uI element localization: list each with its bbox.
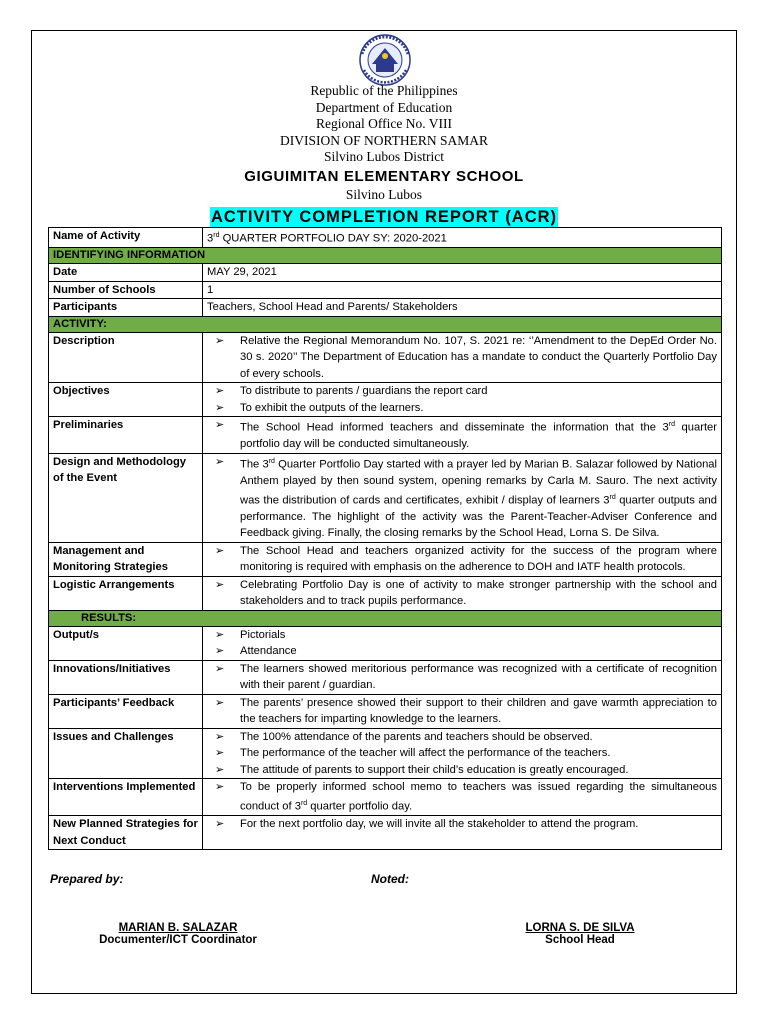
section-identifying: IDENTIFYING INFORMATION <box>49 248 722 264</box>
list-item: ➢ The parents’ presence showed their support to their children and gave warmth appreciation to the teachers for imparting knowledge to the learners. <box>215 696 717 726</box>
participants-label: Participants <box>49 299 203 317</box>
section-activity: ACTIVITY: <box>49 316 722 332</box>
preparer-signature-block <box>68 922 288 946</box>
arrowhead-bullet-icon: ➢ <box>215 334 225 347</box>
date-value: MAY 29, 2021 <box>203 264 722 282</box>
planned-label: New Planned Strategies for Next Conduct <box>49 816 203 850</box>
name-label: Name of Activity <box>49 228 203 248</box>
list-item: ➢ Attendance <box>207 643 717 660</box>
design-cell <box>203 453 722 542</box>
report-table <box>48 227 722 850</box>
header-line-division: DIVISION OF NORTHERN SAMAR <box>279 132 489 148</box>
logistic-cell <box>203 576 722 610</box>
table-row <box>49 332 722 383</box>
header-line-region: Regional Office No. VIII <box>316 116 452 131</box>
interventions-label: Interventions Implemented <box>49 779 203 816</box>
section-row <box>49 248 722 264</box>
header-line-country: Republic of the Philippines <box>310 83 458 98</box>
objectives-list <box>207 383 717 416</box>
output-cell <box>203 626 722 660</box>
noter-signature-block <box>480 922 680 946</box>
table-row <box>49 626 722 660</box>
arrowhead-bullet-icon: ➢ <box>215 419 225 432</box>
table-row <box>49 694 722 728</box>
noter-role: School Head <box>545 934 615 946</box>
report-title-wrap <box>0 207 768 227</box>
date-label: Date <box>49 264 203 282</box>
participants-value: Teachers, School Head and Parents/ Stakeholders <box>203 299 722 317</box>
management-label: Management and Monitoring Strategies <box>49 542 203 576</box>
schools-label: Number of Schools <box>49 281 203 299</box>
preliminaries-label: Preliminaries <box>49 417 203 454</box>
output-label: Output/s <box>49 626 203 660</box>
description-cell <box>203 332 722 383</box>
table-row <box>49 264 722 282</box>
management-list <box>207 543 717 576</box>
arrowhead-bullet-icon: ➢ <box>215 818 225 831</box>
header-line-department: Department of Education <box>315 99 453 115</box>
school-name: GIGUIMITAN ELEMENTARY SCHOOL <box>244 167 524 185</box>
table-row <box>49 453 722 542</box>
report-title: ACTIVITY COMPLETION REPORT (ACR) <box>210 208 558 226</box>
issues-cell <box>203 728 722 779</box>
management-cell <box>203 542 722 576</box>
arrowhead-bullet-icon: ➢ <box>215 662 225 675</box>
table-row <box>49 728 722 779</box>
objectives-label: Objectives <box>49 383 203 417</box>
list-item: ➢ The 100% attendance of the parents and teachers should be observed. <box>207 729 717 746</box>
feedback-label: Participants’ Feedback <box>49 694 203 728</box>
list-item: ➢ The School Head and teachers organized activity for the success of the program where monitoring is required with emphasis on the adherence to DOH and IATF health protocols. <box>215 544 717 574</box>
innovations-label: Innovations/Initiatives <box>49 660 203 694</box>
table-row <box>49 576 722 610</box>
output-list <box>207 627 717 660</box>
objectives-cell <box>203 383 722 417</box>
list-item: ➢ To distribute to parents / guardians the report card <box>207 383 717 400</box>
arrowhead-bullet-icon: ➢ <box>215 696 225 709</box>
planned-list <box>207 816 717 833</box>
innovations-list <box>207 661 717 694</box>
table-row <box>49 816 722 850</box>
table-row <box>49 228 722 248</box>
arrowhead-bullet-icon: ➢ <box>215 763 225 776</box>
name-value: 3rd QUARTER PORTFOLIO DAY SY: 2020-2021 <box>203 228 722 248</box>
table-row <box>49 383 722 417</box>
list-item: ➢ To be properly informed school memo to teachers was issued regarding the simultaneous conduct of 3rd quarter portfolio day. <box>215 781 717 813</box>
feedback-cell <box>203 694 722 728</box>
school-location: Silvino Lubos <box>345 186 423 202</box>
interventions-cell <box>203 779 722 816</box>
table-row <box>49 660 722 694</box>
issues-label: Issues and Challenges <box>49 728 203 779</box>
list-item: ➢ The attitude of parents to support their child’s education is greatly encouraged. <box>207 762 717 779</box>
arrowhead-bullet-icon: ➢ <box>215 781 225 794</box>
list-item: ➢ Relative the Regional Memorandum No. 107, S. 2021 re: ‘’Amendment to the DepEd Order No. 30 s. 2020’’ The Department of Education has a mandate to conduct the Quarterly Portfolio Day of every schools. <box>215 334 717 380</box>
arrowhead-bullet-icon: ➢ <box>215 385 225 398</box>
description-list <box>207 333 717 383</box>
section-results: RESULTS: <box>49 610 722 626</box>
table-row <box>49 281 722 299</box>
letterhead <box>0 83 768 203</box>
schools-value: 1 <box>203 281 722 299</box>
table-row <box>49 417 722 454</box>
arrowhead-bullet-icon: ➢ <box>215 401 225 414</box>
section-row <box>49 316 722 332</box>
logistic-label: Logistic Arrangements <box>49 576 203 610</box>
header-line-district: Silvino Lubos District <box>323 149 444 164</box>
feedback-list <box>207 695 717 728</box>
list-item: ➢ Pictorials <box>207 627 717 644</box>
list-item: ➢ The learners showed meritorious performance was recognized with a certificate of recognition with their parent / guardian. <box>215 662 717 692</box>
list-item: ➢ The School Head informed teachers and disseminate the information that the 3rd quarter portfolio day will be conducted simultaneously. <box>215 419 717 451</box>
list-item: ➢ The 3rd Quarter Portfolio Day started with a prayer led by Marian B. Salazar followed by National Anthem played by then sound system, opening remarks by Carla M. Sauro. The next activity was the distribution of cards and certificates, exhibit / display of learners 3rd quarter outputs and performance. The highlight of the activity was the Parent-Teacher-Adviser Conference and Feedback giving. Finally, the closing remarks by the School Head, Lorna S. De Silva. <box>215 455 718 540</box>
list-item: ➢ To exhibit the outputs of the learners. <box>207 400 717 417</box>
noter-name: LORNA S. DE SILVA <box>525 922 635 934</box>
design-label: Design and Methodology of the Event <box>49 453 203 542</box>
arrowhead-bullet-icon: ➢ <box>215 730 225 743</box>
prepared-by-label: Prepared by: <box>50 872 124 886</box>
innovations-cell <box>203 660 722 694</box>
description-label: Description <box>49 332 203 383</box>
table-row <box>49 779 722 816</box>
list-item: ➢ Celebrating Portfolio Day is one of activity to make stronger partnership with the school and stakeholders and to track pupils performance. <box>215 578 717 608</box>
preparer-role: Documenter/ICT Coordinator <box>99 934 257 946</box>
preparer-name: MARIAN B. SALAZAR <box>118 922 238 934</box>
list-item: ➢ For the next portfolio day, we will invite all the stakeholder to attend the program. <box>207 816 717 833</box>
arrowhead-bullet-icon: ➢ <box>215 645 225 658</box>
planned-cell <box>203 816 722 850</box>
table-row <box>49 299 722 317</box>
section-row <box>49 610 722 626</box>
preliminaries-cell <box>203 417 722 454</box>
arrowhead-bullet-icon: ➢ <box>215 578 225 591</box>
noted-label: Noted: <box>371 872 409 886</box>
issues-list <box>207 729 717 779</box>
list-item: ➢ The performance of the teacher will affect the performance of the teachers. <box>207 745 717 762</box>
arrowhead-bullet-icon: ➢ <box>215 455 225 468</box>
deped-seal-icon <box>352 34 418 86</box>
table-row <box>49 542 722 576</box>
arrowhead-bullet-icon: ➢ <box>215 747 225 760</box>
logistic-list <box>207 577 717 610</box>
arrowhead-bullet-icon: ➢ <box>215 628 225 641</box>
arrowhead-bullet-icon: ➢ <box>215 544 225 557</box>
